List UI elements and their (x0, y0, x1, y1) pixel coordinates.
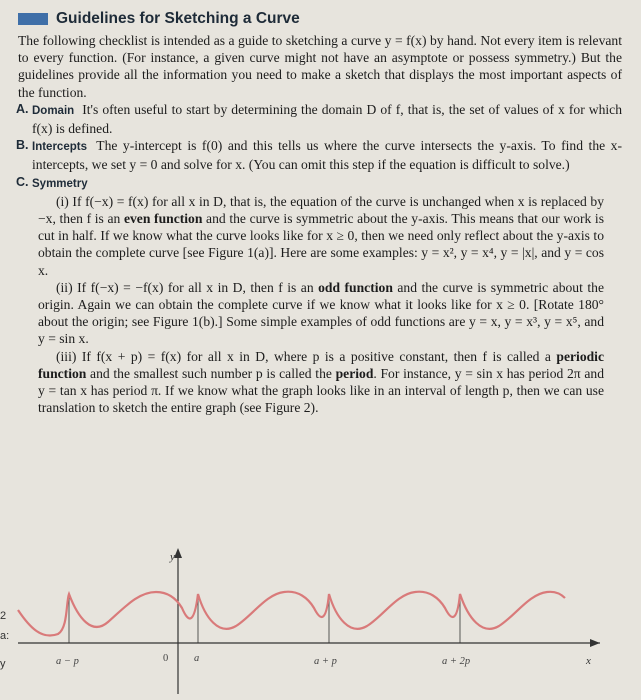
margin-note: 2 (0, 610, 7, 622)
symmetry-odd-paragraph: (ii) If f(−x) = −f(x) for all x in D, then f is an odd function and the curve is symmetric about the origin. Again we can obtain the complete curve if we know what it looks like for x ≥ 0. [Rotate 180° about the origin; see Figure 1(b).] Some simple examples of odd functions are y = x, y = x³, y = x⁵, and y = sin x. (38, 279, 604, 347)
item-letter: A. (16, 101, 29, 116)
item-intercepts (16, 137, 628, 173)
item-text: The y-intercept is f(0) and this tells us where the curve intersects the y-axis. To find the x-intercepts, we set y = 0 and solve for x. (You can omit this step if the equation is difficult to solve.) (32, 138, 622, 173)
item-label: Symmetry (32, 177, 88, 190)
margin-note: a: (0, 630, 10, 642)
periodic-curve (18, 592, 565, 636)
tick-label: a + p (314, 656, 337, 667)
term-odd-function: odd function (318, 279, 393, 295)
item-symmetry (16, 174, 628, 193)
intro-paragraph: The following checklist is intended as a guide to sketching a curve y = f(x) by hand. Not every item is relevant to every function. (For instance, a given curve might not have an asymptote or possess symmetry.) But the guidelines provide all the information you need to make a sketch that displays the most important aspects of the function. (18, 33, 622, 100)
heading-marker (18, 13, 48, 25)
section-title: Guidelines for Sketching a Curve (56, 10, 300, 27)
margin-note: y (0, 658, 6, 670)
guidelines-section (16, 8, 628, 416)
tick-label: a − p (56, 656, 79, 667)
x-axis-arrow (590, 639, 600, 647)
tick-label: a (194, 653, 200, 664)
term-periodic-function: periodic function (38, 348, 604, 381)
item-label: Intercepts (32, 141, 87, 154)
section-heading (16, 8, 628, 30)
y-axis-label: y (170, 551, 175, 563)
item-letter: B. (16, 138, 29, 153)
symmetry-periodic-paragraph: (iii) If f(x + p) = f(x) for all x in D, where p is a positive constant, then f is called a periodic function and the smallest such number p is called the period. For instance, y = sin x has period 2π and y = tan x has period π. If we know what the graph looks like in an interval of length p, then we can use translation to sketch the entire graph (see Figure 2). (38, 348, 604, 416)
item-letter: C. (16, 174, 29, 189)
item-label: Domain (32, 104, 75, 117)
item-text: It's often useful to start by determining the domain D of f, that is, the set of values of x for which f(x) is defined. (32, 101, 622, 137)
term-period: period (335, 365, 374, 381)
term-even-function: even function (123, 211, 203, 227)
tick-label: 0 (163, 653, 169, 664)
periodic-function-figure (0, 536, 641, 700)
item-domain (16, 101, 628, 137)
y-axis-arrow (174, 548, 182, 558)
tick-label: a + 2p (442, 656, 471, 667)
symmetry-even-paragraph: (i) If f(−x) = f(x) for all x in D, that is, the equation of the curve is unchanged when x is replaced by −x, then f is an even function and the curve is symmetric about the y-axis. This means that our work is cut in half. If we know what the curve looks like for x ≥ 0, then we need only reflect about the y-axis to obtain the complete curve [see Figure 1(a)]. Here are some examples: y = x², y = x⁴, y = |x|, and y = cos x. (38, 193, 604, 278)
x-axis-label: x (586, 655, 591, 667)
